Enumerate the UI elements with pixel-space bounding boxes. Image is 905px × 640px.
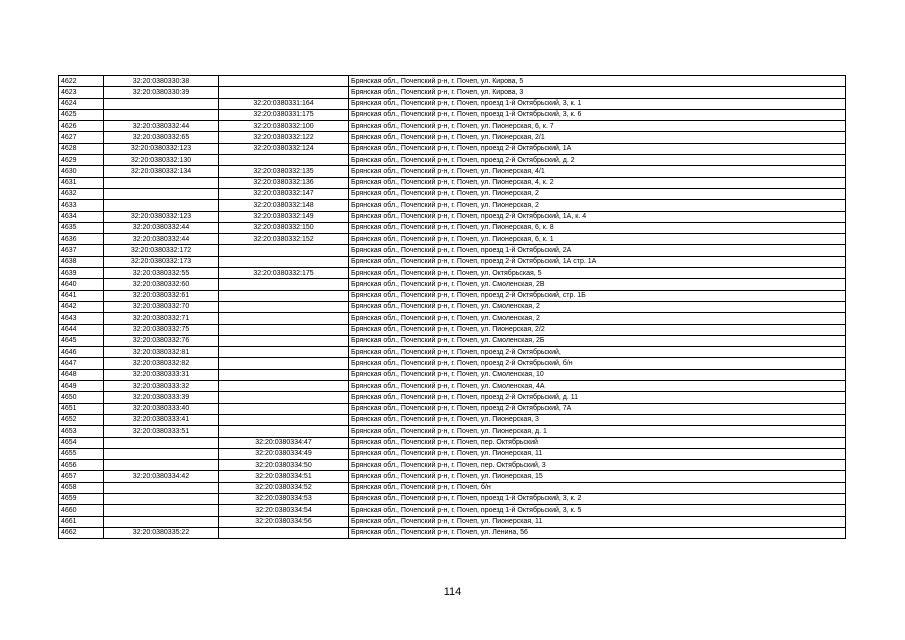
object-cadastral-number-cell xyxy=(219,76,349,87)
table-row xyxy=(59,493,846,504)
row-number-cell: 4626 xyxy=(59,121,104,132)
table-row xyxy=(59,98,846,109)
object-cadastral-number-cell: 32:20:0380332:136 xyxy=(219,177,349,188)
object-cadastral-number-cell: 32:20:0380334:49 xyxy=(219,448,349,459)
object-cadastral-number-cell xyxy=(219,426,349,437)
cadastral-number-cell: 32:20:0380332:123 xyxy=(104,211,219,222)
row-number-cell: 4640 xyxy=(59,279,104,290)
address-cell: Брянская обл., Почепский р-н, г. Почеп, ул. Пионерская, 4/1 xyxy=(349,166,846,177)
row-number-cell: 4657 xyxy=(59,471,104,482)
table-row xyxy=(59,76,846,87)
table-row xyxy=(59,460,846,471)
address-cell: Брянская обл., Почепский р-н, г. Почеп, ул. Кирова, 5 xyxy=(349,76,846,87)
table-row xyxy=(59,143,846,154)
registry-table-body xyxy=(59,76,846,539)
object-cadastral-number-cell xyxy=(219,324,349,335)
table-row xyxy=(59,347,846,358)
object-cadastral-number-cell xyxy=(219,155,349,166)
cadastral-number-cell: 32:20:0380333:41 xyxy=(104,414,219,425)
row-number-cell: 4645 xyxy=(59,335,104,346)
address-cell: Брянская обл., Почепский р-н, г. Почеп, проезд 1-й Октябрьский, 3, к. 1 xyxy=(349,98,846,109)
row-number-cell: 4628 xyxy=(59,143,104,154)
table-row xyxy=(59,505,846,516)
table-row xyxy=(59,426,846,437)
object-cadastral-number-cell xyxy=(219,392,349,403)
row-number-cell: 4641 xyxy=(59,290,104,301)
cadastral-number-cell xyxy=(104,516,219,527)
cadastral-number-cell xyxy=(104,448,219,459)
row-number-cell: 4627 xyxy=(59,132,104,143)
object-cadastral-number-cell xyxy=(219,290,349,301)
address-cell: Брянская обл., Почепский р-н, г. Почеп, проезд 2-й Октябрьский, д. 2 xyxy=(349,155,846,166)
object-cadastral-number-cell: 32:20:0380334:56 xyxy=(219,516,349,527)
object-cadastral-number-cell xyxy=(219,403,349,414)
cadastral-number-cell: 32:20:0380332:44 xyxy=(104,121,219,132)
table-row xyxy=(59,301,846,312)
address-cell: Брянская обл., Почепский р-н, г. Почеп, ул. Пионерская, 6, к. 8 xyxy=(349,222,846,233)
object-cadastral-number-cell: 32:20:0380332:150 xyxy=(219,222,349,233)
table-row xyxy=(59,527,846,538)
cadastral-number-cell xyxy=(104,437,219,448)
table-row xyxy=(59,369,846,380)
table-row xyxy=(59,358,846,369)
cadastral-number-cell xyxy=(104,460,219,471)
object-cadastral-number-cell: 32:20:0380331:175 xyxy=(219,109,349,120)
cadastral-number-cell: 32:20:0380332:172 xyxy=(104,245,219,256)
row-number-cell: 4653 xyxy=(59,426,104,437)
address-cell: Брянская обл., Почепский р-н, г. Почеп, ул. Пионерская, 11 xyxy=(349,448,846,459)
object-cadastral-number-cell xyxy=(219,279,349,290)
cadastral-number-cell xyxy=(104,200,219,211)
address-cell: Брянская обл., Почепский р-н, г. Почеп, ул. Смоленская, 2 xyxy=(349,301,846,312)
address-cell: Брянская обл., Почепский р-н, г. Почеп, проезд 1-й Октябрьский, 3, к. 5 xyxy=(349,505,846,516)
object-cadastral-number-cell: 32:20:0380331:164 xyxy=(219,98,349,109)
cadastral-number-cell: 32:20:0380332:173 xyxy=(104,256,219,267)
row-number-cell: 4624 xyxy=(59,98,104,109)
address-cell: Брянская обл., Почепский р-н, г. Почеп, проезд 2-й Октябрьский, д. 11 xyxy=(349,392,846,403)
row-number-cell: 4632 xyxy=(59,188,104,199)
cadastral-number-cell: 32:20:0380334:42 xyxy=(104,471,219,482)
cadastral-number-cell: 32:20:0380332:44 xyxy=(104,234,219,245)
address-cell: Брянская обл., Почепский р-н, г. Почеп, проезд 2-й Октябрьский, б/н xyxy=(349,358,846,369)
object-cadastral-number-cell: 32:20:0380332:175 xyxy=(219,268,349,279)
row-number-cell: 4625 xyxy=(59,109,104,120)
cadastral-number-cell: 32:20:0380332:76 xyxy=(104,335,219,346)
row-number-cell: 4660 xyxy=(59,505,104,516)
row-number-cell: 4659 xyxy=(59,493,104,504)
address-cell: Брянская обл., Почепский р-н, г. Почеп, проезд 2-й Октябрьский, 1А xyxy=(349,143,846,154)
object-cadastral-number-cell: 32:20:0380332:149 xyxy=(219,211,349,222)
address-cell: Брянская обл., Почепский р-н, г. Почеп, проезд 2-й Октябрьский, 1А стр. 1А xyxy=(349,256,846,267)
cadastral-number-cell: 32:20:0380333:51 xyxy=(104,426,219,437)
address-cell: Брянская обл., Почепский р-н, г. Почеп, ул. Смоленская, 4А xyxy=(349,381,846,392)
table-row xyxy=(59,109,846,120)
cadastral-number-cell: 32:20:0380330:38 xyxy=(104,76,219,87)
row-number-cell: 4634 xyxy=(59,211,104,222)
cadastral-number-cell xyxy=(104,109,219,120)
address-cell: Брянская обл., Почепский р-н, г. Почеп, пер. Октябрьский, 3 xyxy=(349,460,846,471)
row-number-cell: 4650 xyxy=(59,392,104,403)
object-cadastral-number-cell xyxy=(219,527,349,538)
cadastral-number-cell: 32:20:0380332:82 xyxy=(104,358,219,369)
address-cell: Брянская обл., Почепский р-н, г. Почеп, проезд 2-й Октябрьский, xyxy=(349,347,846,358)
object-cadastral-number-cell: 32:20:0380334:50 xyxy=(219,460,349,471)
cadastral-number-cell: 32:20:0380333:39 xyxy=(104,392,219,403)
cadastral-number-cell: 32:20:0380332:70 xyxy=(104,301,219,312)
row-number-cell: 4622 xyxy=(59,76,104,87)
row-number-cell: 4630 xyxy=(59,166,104,177)
cadastral-number-cell: 32:20:0380332:55 xyxy=(104,268,219,279)
address-cell: Брянская обл., Почепский р-н, г. Почеп, ул. Октябрьская, 5 xyxy=(349,268,846,279)
table-row xyxy=(59,188,846,199)
address-cell: Брянская обл., Почепский р-н, г. Почеп, ул. Пионерская, 2 xyxy=(349,188,846,199)
address-cell: Брянская обл., Почепский р-н, г. Почеп, ул. Пионерская, 11 xyxy=(349,516,846,527)
row-number-cell: 4635 xyxy=(59,222,104,233)
object-cadastral-number-cell: 32:20:0380332:147 xyxy=(219,188,349,199)
table-row xyxy=(59,177,846,188)
object-cadastral-number-cell xyxy=(219,414,349,425)
row-number-cell: 4643 xyxy=(59,313,104,324)
registry-table xyxy=(58,75,846,539)
object-cadastral-number-cell: 32:20:0380332:152 xyxy=(219,234,349,245)
row-number-cell: 4623 xyxy=(59,87,104,98)
object-cadastral-number-cell xyxy=(219,301,349,312)
row-number-cell: 4642 xyxy=(59,301,104,312)
object-cadastral-number-cell: 32:20:0380332:122 xyxy=(219,132,349,143)
row-number-cell: 4631 xyxy=(59,177,104,188)
page-number: 114 xyxy=(443,586,462,598)
address-cell: Брянская обл., Почепский р-н, г. Почеп, ул. Кирова, 3 xyxy=(349,87,846,98)
table-row xyxy=(59,279,846,290)
cadastral-number-cell: 32:20:0380332:61 xyxy=(104,290,219,301)
cadastral-number-cell: 32:20:0380332:71 xyxy=(104,313,219,324)
address-cell: Брянская обл., Почепский р-н, г. Почеп, ул. Смоленская, 2В xyxy=(349,279,846,290)
table-row xyxy=(59,290,846,301)
address-cell: Брянская обл., Почепский р-н, г. Почеп, проезд 2-й Октябрьский, 1А, к. 4 xyxy=(349,211,846,222)
object-cadastral-number-cell xyxy=(219,347,349,358)
table-row xyxy=(59,324,846,335)
object-cadastral-number-cell xyxy=(219,335,349,346)
address-cell: Брянская обл., Почепский р-н, г. Почеп, проезд 2-й Октябрьский, стр. 1Б xyxy=(349,290,846,301)
table-row xyxy=(59,121,846,132)
object-cadastral-number-cell: 32:20:0380334:52 xyxy=(219,482,349,493)
table-row xyxy=(59,256,846,267)
table-row xyxy=(59,335,846,346)
cadastral-number-cell: 32:20:0380330:39 xyxy=(104,87,219,98)
cadastral-number-cell: 32:20:0380332:134 xyxy=(104,166,219,177)
table-row xyxy=(59,313,846,324)
address-cell: Брянская обл., Почепский р-н, г. Почеп, проезд 2-й Октябрьский, 7А xyxy=(349,403,846,414)
cadastral-number-cell: 32:20:0380333:32 xyxy=(104,381,219,392)
address-cell: Брянская обл., Почепский р-н, г. Почеп, ул. Пионерская, 4, к. 2 xyxy=(349,177,846,188)
object-cadastral-number-cell: 32:20:0380332:124 xyxy=(219,143,349,154)
table-row xyxy=(59,155,846,166)
address-cell: Брянская обл., Почепский р-н, г. Почеп, проезд 1-й Октябрьский, 3, к. 2 xyxy=(349,493,846,504)
row-number-cell: 4656 xyxy=(59,460,104,471)
cadastral-number-cell xyxy=(104,505,219,516)
table-row xyxy=(59,234,846,245)
cadastral-number-cell: 32:20:0380332:44 xyxy=(104,222,219,233)
address-cell: Брянская обл., Почепский р-н, г. Почеп, ул. Смоленская, 2Б xyxy=(349,335,846,346)
cadastral-number-cell: 32:20:0380332:65 xyxy=(104,132,219,143)
table-row xyxy=(59,166,846,177)
row-number-cell: 4651 xyxy=(59,403,104,414)
row-number-cell: 4655 xyxy=(59,448,104,459)
table-row xyxy=(59,392,846,403)
object-cadastral-number-cell: 32:20:0380334:54 xyxy=(219,505,349,516)
address-cell: Брянская обл., Почепский р-н, г. Почеп, проезд 1-й Октябрьский, 2А xyxy=(349,245,846,256)
address-cell: Брянская обл., Почепский р-н, г. Почеп, пер. Октябрьский xyxy=(349,437,846,448)
cadastral-number-cell xyxy=(104,188,219,199)
row-number-cell: 4652 xyxy=(59,414,104,425)
row-number-cell: 4636 xyxy=(59,234,104,245)
address-cell: Брянская обл., Почепский р-н, г. Почеп, ул. Пионерская, 2/2 xyxy=(349,324,846,335)
cadastral-number-cell: 32:20:0380333:31 xyxy=(104,369,219,380)
row-number-cell: 4637 xyxy=(59,245,104,256)
cadastral-number-cell xyxy=(104,482,219,493)
address-cell: Брянская обл., Почепский р-н, г. Почеп, ул. Смоленская, 2 xyxy=(349,313,846,324)
table-row xyxy=(59,87,846,98)
object-cadastral-number-cell: 32:20:0380334:47 xyxy=(219,437,349,448)
row-number-cell: 4633 xyxy=(59,200,104,211)
table-row xyxy=(59,211,846,222)
row-number-cell: 4648 xyxy=(59,369,104,380)
row-number-cell: 4654 xyxy=(59,437,104,448)
address-cell: Брянская обл., Почепский р-н, г. Почеп, ул. Пионерская, 6, к. 1 xyxy=(349,234,846,245)
table-row xyxy=(59,516,846,527)
cadastral-number-cell: 32:20:0380332:60 xyxy=(104,279,219,290)
object-cadastral-number-cell xyxy=(219,381,349,392)
address-cell: Брянская обл., Почепский р-н, г. Почеп, ул. Пионерская, 6, к. 7 xyxy=(349,121,846,132)
address-cell: Брянская обл., Почепский р-н, г. Почеп, ул. Ленина, 56 xyxy=(349,527,846,538)
address-cell: Брянская обл., Почепский р-н, г. Почеп, ул. Пионерская, 15 xyxy=(349,471,846,482)
table-row xyxy=(59,448,846,459)
address-cell: Брянская обл., Почепский р-н, г. Почеп, ул. Смоленская, 10 xyxy=(349,369,846,380)
table-row xyxy=(59,403,846,414)
object-cadastral-number-cell: 32:20:0380332:100 xyxy=(219,121,349,132)
cadastral-number-cell xyxy=(104,98,219,109)
cadastral-number-cell: 32:20:0380332:81 xyxy=(104,347,219,358)
row-number-cell: 4647 xyxy=(59,358,104,369)
object-cadastral-number-cell xyxy=(219,313,349,324)
table-row xyxy=(59,482,846,493)
object-cadastral-number-cell: 32:20:0380332:135 xyxy=(219,166,349,177)
table-row xyxy=(59,132,846,143)
cadastral-number-cell: 32:20:0380333:40 xyxy=(104,403,219,414)
address-cell: Брянская обл., Почепский р-н, г. Почеп, ул. Пионерская, 2 xyxy=(349,200,846,211)
row-number-cell: 4644 xyxy=(59,324,104,335)
object-cadastral-number-cell xyxy=(219,245,349,256)
row-number-cell: 4646 xyxy=(59,347,104,358)
address-cell: Брянская обл., Почепский р-н, г. Почеп, проезд 1-й Октябрьский, 3, к. 6 xyxy=(349,109,846,120)
cadastral-number-cell xyxy=(104,177,219,188)
object-cadastral-number-cell: 32:20:0380334:51 xyxy=(219,471,349,482)
object-cadastral-number-cell: 32:20:0380332:148 xyxy=(219,200,349,211)
row-number-cell: 4639 xyxy=(59,268,104,279)
address-cell: Брянская обл., Почепский р-н, г. Почеп, ул. Пионерская, 3 xyxy=(349,414,846,425)
object-cadastral-number-cell xyxy=(219,256,349,267)
object-cadastral-number-cell xyxy=(219,358,349,369)
cadastral-number-cell: 32:20:0380332:123 xyxy=(104,143,219,154)
table-row xyxy=(59,381,846,392)
address-cell: Брянская обл., Почепский р-н, г. Почеп, ул. Пионерская, 2/1 xyxy=(349,132,846,143)
table-row xyxy=(59,245,846,256)
row-number-cell: 4649 xyxy=(59,381,104,392)
table-row xyxy=(59,200,846,211)
row-number-cell: 4661 xyxy=(59,516,104,527)
address-cell: Брянская обл., Почепский р-н, г. Почеп, б/н xyxy=(349,482,846,493)
cadastral-number-cell: 32:20:0380335:22 xyxy=(104,527,219,538)
table-row xyxy=(59,437,846,448)
row-number-cell: 4662 xyxy=(59,527,104,538)
address-cell: Брянская обл., Почепский р-н, г. Почеп, ул. Пионерская, д. 1 xyxy=(349,426,846,437)
row-number-cell: 4658 xyxy=(59,482,104,493)
table-row xyxy=(59,414,846,425)
table-row xyxy=(59,268,846,279)
cadastral-number-cell: 32:20:0380332:130 xyxy=(104,155,219,166)
table-row xyxy=(59,471,846,482)
object-cadastral-number-cell xyxy=(219,87,349,98)
table-row xyxy=(59,222,846,233)
row-number-cell: 4638 xyxy=(59,256,104,267)
cadastral-number-cell xyxy=(104,493,219,504)
object-cadastral-number-cell xyxy=(219,369,349,380)
object-cadastral-number-cell: 32:20:0380334:53 xyxy=(219,493,349,504)
row-number-cell: 4629 xyxy=(59,155,104,166)
cadastral-number-cell: 32:20:0380332:75 xyxy=(104,324,219,335)
